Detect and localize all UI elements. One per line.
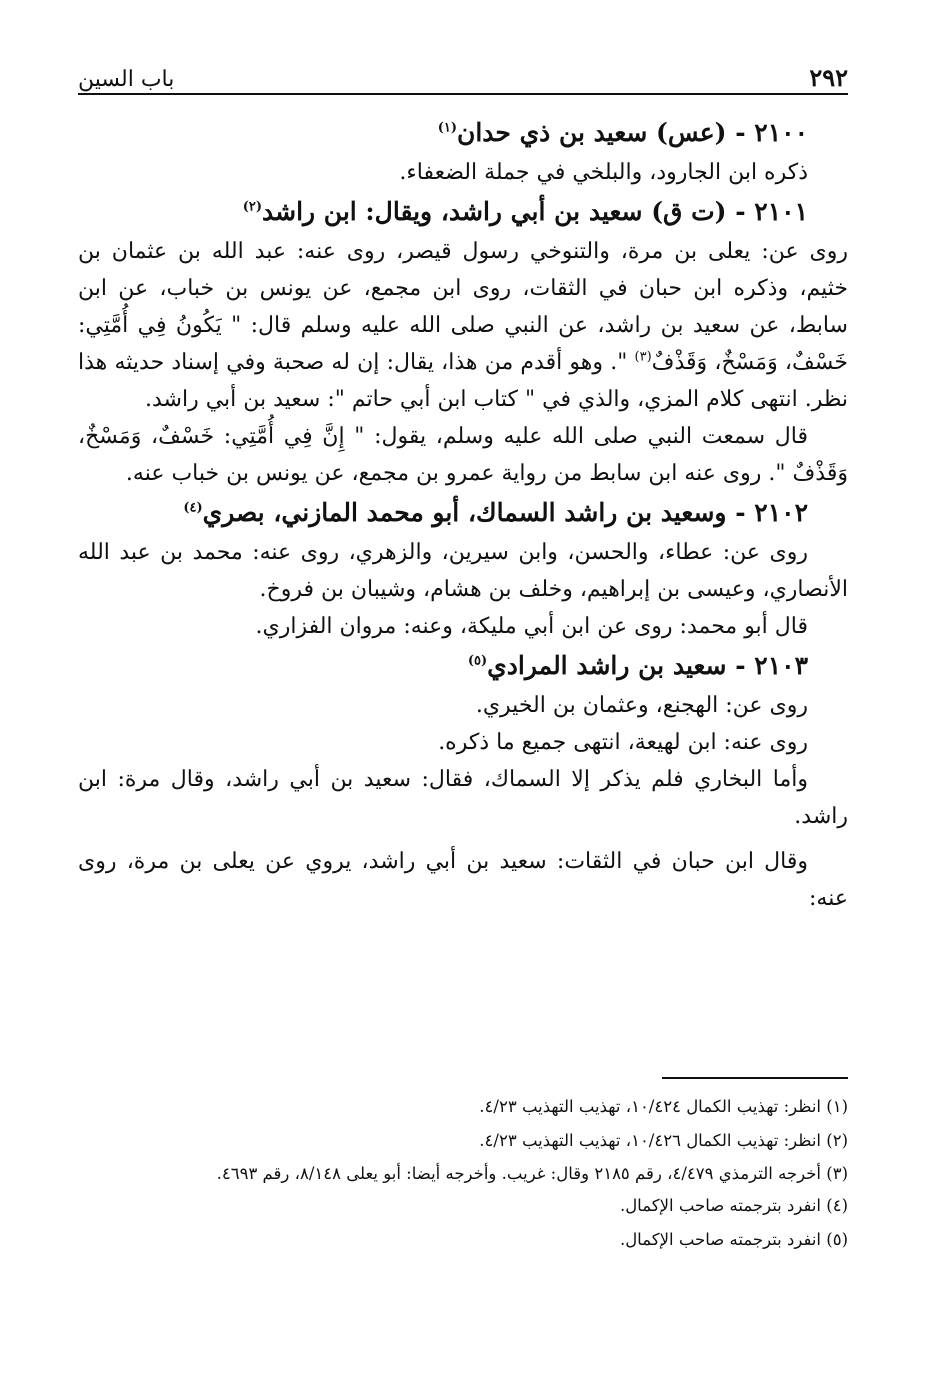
footnote-ref: (٣) <box>634 349 652 365</box>
chapter-title: باب السين <box>78 67 175 92</box>
entry-text-2101-p2: قال سمعت النبي صلى الله عليه وسلم، يقول: " إِنَّ فِي أُمَّتِي: خَسْفٌ، وَمَسْخٌ، وَقَذْفٌ ". روى عنه ابن سابط من رواية عمرو بن مجمع، عن يونس بن خباب عنه. <box>78 424 848 486</box>
footnote-2: (٢) انظر: تهذيب الكمال ١٠/٤٢٦، تهذيب التهذيب ٤/٢٣. <box>479 1131 848 1150</box>
entry-text-2102-p1: روى عن: عطاء، والحسن، وابن سيرين، والزهري، روى عنه: محمد بن عبد الله الأنصاري، وعيسى بن إبراهيم، وخلف بن هشام، وشيبان بن فروخ. <box>78 540 848 602</box>
main-text <box>78 112 848 917</box>
footnote-4: (٤) انفرد بترجمته صاحب الإكمال. <box>619 1196 848 1215</box>
footnote-separator <box>662 1077 848 1079</box>
entry-heading-text: ٢١٠٠ - (عس) سعيد بن ذي حدان <box>456 118 808 147</box>
entry-heading-2103 <box>78 645 848 687</box>
footnote-ref: (١) <box>437 120 457 136</box>
entry-text-2103-p3: وأما البخاري فلم يذكر إلا السماك، فقال: سعيد بن أبي راشد، وقال مرة: ابن راشد. <box>78 767 848 829</box>
text-segment: ". وهو أقدم من هذا، يقال: إن له صحبة وفي إسناد حديثه هذا نظر. انتهى كلام المزي، والذي في " كتاب ابن أبي حاتم ": سعيد بن أبي راشد. <box>78 350 848 412</box>
text-segment: روى عن: يعلى بن مرة، والتنوخي رسول قيصر، روى عنه: عبد الله بن عثمان بن خثيم، وذكره ابن حبان في الثقات، روى ابن مجمع، عن يونس بن خباب، عن ابن سابط، عن سعيد بن راشد، عن النبي صلى الله عليه وسلم قال: " يَكُونُ فِي أُمَّتِي: خَسْفٌ، وَمَسْخٌ، وَقَذْفٌ <box>78 239 848 375</box>
footnote-ref: (٥) <box>467 653 488 669</box>
footnote-5: (٥) انفرد بترجمته صاحب الإكمال. <box>619 1230 848 1249</box>
entry-heading-text: ٢١٠٢ - وسعيد بن راشد السماك، أبو محمد المازني، بصري <box>202 498 808 527</box>
entry-text-2103-p1: روى عن: الهجنع، وعثمان بن الخيري. <box>475 693 808 718</box>
entry-text-2100: ذكره ابن الجارود، والبلخي في جملة الضعفاء. <box>399 160 808 185</box>
footnote-1: (١) انظر: تهذيب الكمال ١٠/٤٢٤، تهذيب التهذيب ٤/٢٣. <box>479 1097 848 1116</box>
entry-text-2103-p4: وقال ابن حبان في الثقات: سعيد بن أبي راشد، يروي عن يعلى بن مرة، روى عنه: <box>78 849 848 911</box>
entry-heading-2101 <box>78 191 848 233</box>
footnote-ref: (٤) <box>183 500 203 516</box>
entry-text-2102-p2: قال أبو محمد: روى عن ابن أبي مليكة، وعنه: مروان الفزاري. <box>255 614 808 639</box>
footnote-ref: (٢) <box>242 199 262 215</box>
entry-text-2103-p2: روى عنه: ابن لهيعة، انتهى جميع ما ذكره. <box>438 730 808 755</box>
entry-heading-2100 <box>78 112 848 154</box>
footnote-3: (٣) أخرجه الترمذي ٤/٤٧٩، رقم ٢١٨٥ وقال: غريب. وأخرجه أيضا: أبو يعلى ٨/١٤٨، رقم ٤٦٩٣. <box>216 1164 848 1183</box>
entry-heading-text: ٢١٠٣ - سعيد بن راشد المرادي <box>487 651 808 680</box>
footnotes <box>78 1090 848 1257</box>
header-rule <box>78 93 848 95</box>
page-number: ٢٩٢ <box>809 63 848 92</box>
entry-heading-2102 <box>78 492 848 534</box>
entry-text-2101-p1 <box>78 233 848 418</box>
page-header <box>78 52 848 92</box>
entry-heading-text: ٢١٠١ - (ت ق) سعيد بن أبي راشد، ويقال: ابن راشد <box>262 197 808 226</box>
